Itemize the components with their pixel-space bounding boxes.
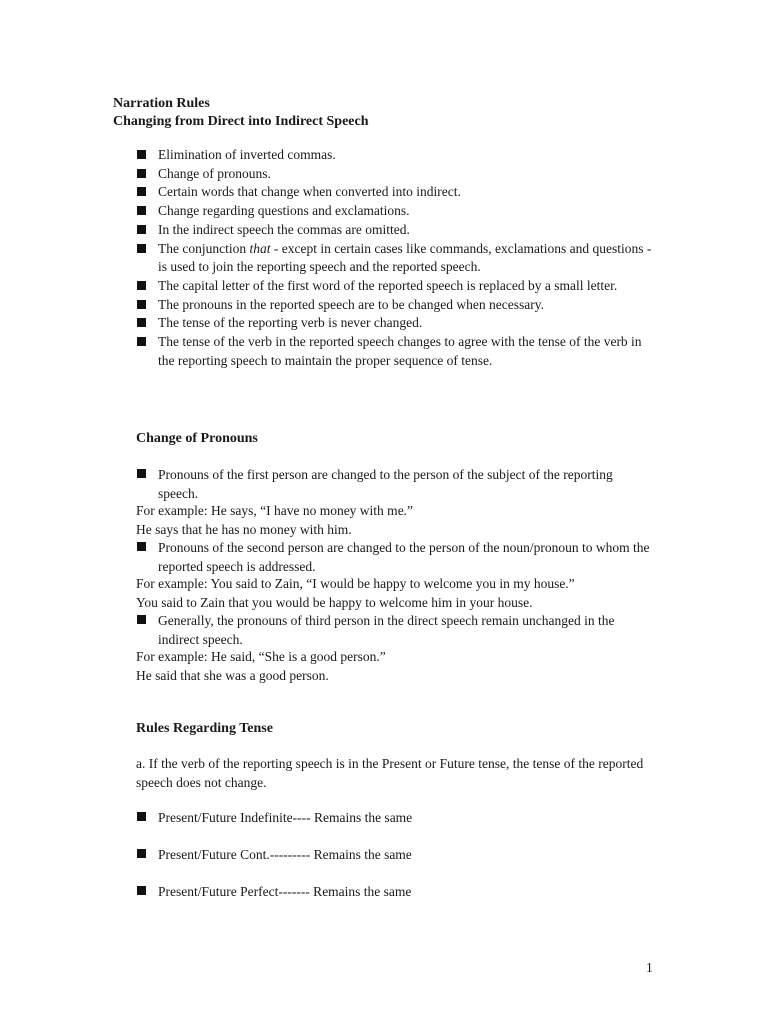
list-item: Pronouns of the first person are changed to the person of the subject of the reporting speech. <box>136 465 656 503</box>
list-item <box>136 240 656 277</box>
list-item: The pronouns in the reported speech are to be changed when necessary. <box>136 296 656 315</box>
example-block <box>136 575 656 612</box>
example-text: For example: He says, “I have no money with me.” <box>136 503 414 518</box>
list-item: Certain words that change when converted into indirect. <box>136 183 656 202</box>
list-item: The tense of the verb in the reported speech changes to agree with the tense of the verb in the reporting speech to maintain the proper sequence of tense. <box>136 333 656 370</box>
rule-text: - except in certain cases like commands, exclamations and questions - is used to join the reporting speech and the reported speech. <box>158 240 652 275</box>
example-text: For example: You said to Zain, “I would be happy to welcome you in my house.” <box>136 576 575 591</box>
rule-italic-word: that <box>249 240 271 256</box>
example-block <box>136 502 656 539</box>
list-item: Present/Future Cont.--------- Remains the same <box>136 845 656 864</box>
list-item: The capital letter of the first word of the reported speech is replaced by a small letter. <box>136 277 656 296</box>
document-subtitle: Changing from Direct into Indirect Speech <box>113 114 369 129</box>
list-item: Elimination of inverted commas. <box>136 146 656 165</box>
list-item: The tense of the reporting verb is never changed. <box>136 314 656 333</box>
list-item: Generally, the pronouns of third person in the direct speech remain unchanged in the indirect speech. <box>136 611 656 649</box>
document-title: Narration Rules <box>113 96 210 111</box>
section-heading-pronouns: Change of Pronouns <box>136 431 258 446</box>
list-item: Change regarding questions and exclamations. <box>136 202 656 221</box>
page-number: 1 <box>646 960 653 975</box>
list-item: Pronouns of the second person are changed to the person of the noun/pronoun to whom the reported speech is addressed. <box>136 538 656 576</box>
tense-intro: a. If the verb of the reporting speech is in the Present or Future tense, the tense of the reported speech does not change. <box>136 756 644 790</box>
list-item: Present/Future Perfect------- Remains the same <box>136 882 656 901</box>
list-item: In the indirect speech the commas are omitted. <box>136 221 656 240</box>
section-heading-tense: Rules Regarding Tense <box>136 721 273 736</box>
example-block <box>136 648 656 685</box>
narration-rules-list <box>136 146 656 370</box>
example-text: For example: He said, “She is a good person.” <box>136 649 386 664</box>
example-result: You said to Zain that you would be happy to welcome him in your house. <box>136 594 533 610</box>
rule-text: The conjunction <box>158 240 250 256</box>
example-result: He said that she was a good person. <box>136 667 329 683</box>
list-item: Change of pronouns. <box>136 165 656 184</box>
example-result: He says that he has no money with him. <box>136 521 352 537</box>
list-item: Present/Future Indefinite---- Remains the same <box>136 808 656 827</box>
